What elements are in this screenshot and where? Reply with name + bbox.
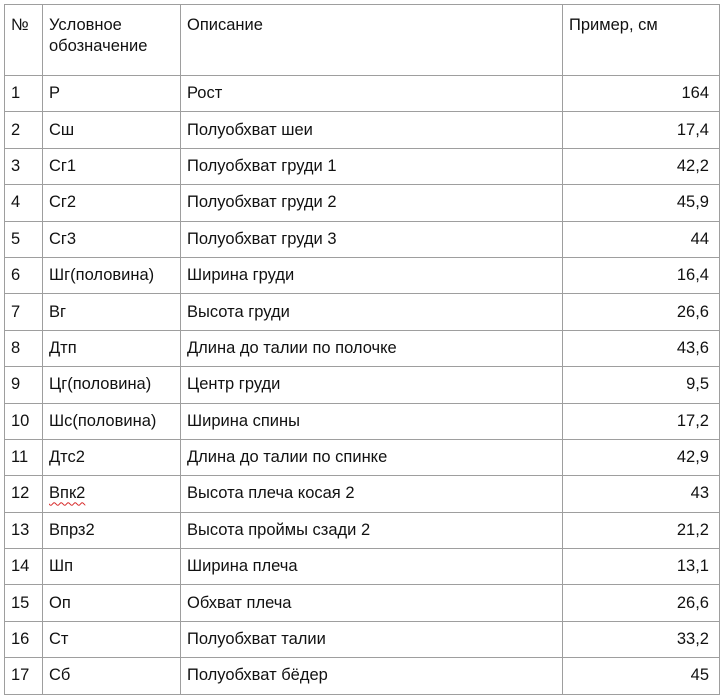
row-number-cell-text: 8 bbox=[11, 338, 21, 357]
row-description-cell-text: Полуобхват груди 3 bbox=[187, 229, 337, 248]
row-code-cell bbox=[43, 403, 181, 439]
row-value-cell-text: 43 bbox=[690, 484, 709, 503]
row-value-cell-text: 45,9 bbox=[676, 193, 709, 212]
row-value-cell bbox=[563, 621, 720, 657]
row-value-cell bbox=[563, 439, 720, 475]
row-number-cell-text: 6 bbox=[11, 266, 21, 285]
row-code-cell-text: Шс(половина) bbox=[49, 411, 157, 430]
row-number-cell-text: 5 bbox=[11, 229, 21, 248]
row-number-cell bbox=[5, 294, 43, 330]
row-description-cell bbox=[181, 585, 563, 621]
row-value-cell bbox=[563, 549, 720, 585]
row-value-cell-text: 26,6 bbox=[676, 302, 709, 321]
row-description-cell-text: Обхват плеча bbox=[187, 593, 292, 612]
row-number-cell bbox=[5, 512, 43, 548]
row-code-cell-text: Сг3 bbox=[49, 229, 77, 248]
table-row bbox=[5, 148, 720, 184]
row-number-cell bbox=[5, 221, 43, 257]
row-description-cell bbox=[181, 185, 563, 221]
header-description: Описание bbox=[181, 5, 563, 76]
row-description-cell bbox=[181, 257, 563, 293]
table-row bbox=[5, 112, 720, 148]
table-row bbox=[5, 658, 720, 694]
row-code-cell-text: Шп bbox=[49, 557, 74, 576]
row-code-cell bbox=[43, 549, 181, 585]
row-value-cell bbox=[563, 330, 720, 366]
header-code: Условное обозначение bbox=[43, 5, 181, 76]
row-value-cell-text: 26,6 bbox=[676, 593, 709, 612]
row-code-cell bbox=[43, 658, 181, 694]
row-number-cell bbox=[5, 112, 43, 148]
table-row bbox=[5, 403, 720, 439]
row-number-cell bbox=[5, 367, 43, 403]
row-description-cell bbox=[181, 439, 563, 475]
row-value-cell bbox=[563, 585, 720, 621]
row-code-cell-text: Впрз2 bbox=[49, 520, 95, 539]
table-row bbox=[5, 512, 720, 548]
row-code-cell bbox=[43, 621, 181, 657]
table-row bbox=[5, 439, 720, 475]
row-description-cell-text: Полуобхват груди 2 bbox=[187, 193, 337, 212]
row-description-cell-text: Ширина спины bbox=[187, 411, 300, 430]
row-number-cell bbox=[5, 403, 43, 439]
row-value-cell-text: 17,2 bbox=[676, 411, 709, 430]
table-row bbox=[5, 476, 720, 512]
row-code-cell-text: Ст bbox=[49, 630, 69, 649]
row-number-cell-text: 4 bbox=[11, 193, 21, 212]
row-description-cell bbox=[181, 621, 563, 657]
row-code-cell bbox=[43, 476, 181, 512]
row-code-cell bbox=[43, 221, 181, 257]
row-description-cell bbox=[181, 549, 563, 585]
row-number-cell bbox=[5, 148, 43, 184]
row-number-cell bbox=[5, 257, 43, 293]
row-number-cell-text: 3 bbox=[11, 156, 21, 175]
row-number-cell-text: 16 bbox=[11, 630, 30, 649]
row-description-cell bbox=[181, 403, 563, 439]
row-code-cell-text: Сб bbox=[49, 666, 71, 685]
row-value-cell bbox=[563, 512, 720, 548]
row-number-cell-text: 2 bbox=[11, 120, 21, 139]
row-value-cell-text: 164 bbox=[681, 84, 709, 103]
row-number-cell-text: 14 bbox=[11, 557, 30, 576]
row-code-cell-text: Дтс2 bbox=[49, 448, 85, 467]
row-number-cell bbox=[5, 585, 43, 621]
row-value-cell bbox=[563, 658, 720, 694]
row-value-cell-text: 45 bbox=[690, 666, 709, 685]
row-number-cell-text: 15 bbox=[11, 593, 30, 612]
row-description-cell-text: Полуобхват шеи bbox=[187, 120, 313, 139]
row-number-cell-text: 17 bbox=[11, 666, 30, 685]
table-row bbox=[5, 257, 720, 293]
row-value-cell bbox=[563, 257, 720, 293]
row-value-cell bbox=[563, 367, 720, 403]
row-code-cell bbox=[43, 76, 181, 112]
row-code-cell bbox=[43, 112, 181, 148]
row-number-cell-text: 11 bbox=[11, 448, 29, 467]
row-value-cell-text: 42,2 bbox=[676, 156, 709, 175]
row-description-cell bbox=[181, 367, 563, 403]
row-value-cell-text: 21,2 bbox=[676, 520, 709, 539]
row-code-cell bbox=[43, 585, 181, 621]
row-value-cell bbox=[563, 112, 720, 148]
row-code-cell bbox=[43, 330, 181, 366]
row-description-cell-text: Высота груди bbox=[187, 302, 290, 321]
row-value-cell bbox=[563, 294, 720, 330]
row-description-cell bbox=[181, 294, 563, 330]
row-number-cell-text: 13 bbox=[11, 520, 30, 539]
row-code-cell-text: Сг1 bbox=[49, 156, 77, 175]
row-value-cell-text: 13,1 bbox=[676, 557, 709, 576]
row-code-cell-text: Цг(половина) bbox=[49, 375, 152, 394]
row-description-cell bbox=[181, 512, 563, 548]
row-code-cell-text: Дтп bbox=[49, 338, 77, 357]
row-code-cell-text: Сг2 bbox=[49, 193, 77, 212]
row-description-cell bbox=[181, 112, 563, 148]
row-number-cell-text: 7 bbox=[11, 302, 21, 321]
row-description-cell bbox=[181, 658, 563, 694]
measurements-table-container bbox=[4, 4, 720, 695]
row-number-cell-text: 1 bbox=[11, 84, 21, 103]
row-description-cell-text: Центр груди bbox=[187, 375, 281, 394]
table-row bbox=[5, 76, 720, 112]
row-value-cell bbox=[563, 221, 720, 257]
row-value-cell-text: 42,9 bbox=[676, 448, 709, 467]
row-number-cell bbox=[5, 330, 43, 366]
table-row bbox=[5, 221, 720, 257]
row-value-cell-text: 43,6 bbox=[676, 338, 709, 357]
row-description-cell bbox=[181, 476, 563, 512]
row-description-cell-text: Ширина груди bbox=[187, 266, 295, 285]
row-number-cell-text: 10 bbox=[11, 411, 30, 430]
row-value-cell bbox=[563, 76, 720, 112]
row-code-cell-text: Р bbox=[49, 84, 61, 103]
table-row bbox=[5, 294, 720, 330]
table-row bbox=[5, 549, 720, 585]
table-row bbox=[5, 185, 720, 221]
row-code-cell-text: Сш bbox=[49, 120, 75, 139]
row-number-cell bbox=[5, 439, 43, 475]
row-value-cell bbox=[563, 185, 720, 221]
row-description-cell-text: Рост bbox=[187, 84, 223, 103]
row-value-cell bbox=[563, 476, 720, 512]
row-code-cell bbox=[43, 185, 181, 221]
row-description-cell-text: Полуобхват талии bbox=[187, 630, 326, 649]
row-value-cell-text: 9,5 bbox=[686, 375, 709, 394]
row-code-cell-text: Впк2 bbox=[49, 484, 86, 503]
row-number-cell bbox=[5, 658, 43, 694]
row-code-cell bbox=[43, 257, 181, 293]
row-value-cell bbox=[563, 403, 720, 439]
row-description-cell-text: Длина до талии по спинке bbox=[187, 448, 388, 467]
row-description-cell-text: Высота плеча косая 2 bbox=[187, 484, 355, 503]
row-value-cell bbox=[563, 148, 720, 184]
row-code-cell-text: Вг bbox=[49, 302, 67, 321]
row-description-cell bbox=[181, 221, 563, 257]
row-code-cell bbox=[43, 294, 181, 330]
row-description-cell-text: Ширина плеча bbox=[187, 557, 298, 576]
header-number: № bbox=[5, 5, 43, 76]
table-header-row bbox=[5, 5, 720, 76]
row-description-cell-text: Полуобхват бёдер bbox=[187, 666, 328, 685]
row-description-cell bbox=[181, 148, 563, 184]
row-description-cell-text: Полуобхват груди 1 bbox=[187, 156, 337, 175]
header-example: Пример, см bbox=[563, 5, 720, 76]
row-number-cell bbox=[5, 549, 43, 585]
row-code-cell-text: Оп bbox=[49, 593, 71, 612]
row-description-cell bbox=[181, 76, 563, 112]
row-number-cell bbox=[5, 621, 43, 657]
row-value-cell-text: 44 bbox=[690, 229, 709, 248]
table-row bbox=[5, 585, 720, 621]
row-code-cell bbox=[43, 148, 181, 184]
table-row bbox=[5, 621, 720, 657]
table-row bbox=[5, 367, 720, 403]
row-description-cell-text: Высота проймы сзади 2 bbox=[187, 520, 371, 539]
table-row bbox=[5, 330, 720, 366]
row-description-cell-text: Длина до талии по полочке bbox=[187, 338, 397, 357]
row-value-cell-text: 33,2 bbox=[676, 630, 709, 649]
measurements-table bbox=[4, 4, 720, 695]
row-code-cell-text: Шг(половина) bbox=[49, 266, 155, 285]
row-number-cell bbox=[5, 476, 43, 512]
row-number-cell-text: 9 bbox=[11, 375, 21, 394]
row-code-cell bbox=[43, 439, 181, 475]
row-number-cell bbox=[5, 185, 43, 221]
row-value-cell-text: 17,4 bbox=[676, 120, 709, 139]
row-number-cell bbox=[5, 76, 43, 112]
row-code-cell bbox=[43, 367, 181, 403]
row-description-cell bbox=[181, 330, 563, 366]
row-code-cell bbox=[43, 512, 181, 548]
row-value-cell-text: 16,4 bbox=[676, 266, 709, 285]
row-number-cell-text: 12 bbox=[11, 484, 30, 503]
table-body bbox=[5, 76, 720, 695]
